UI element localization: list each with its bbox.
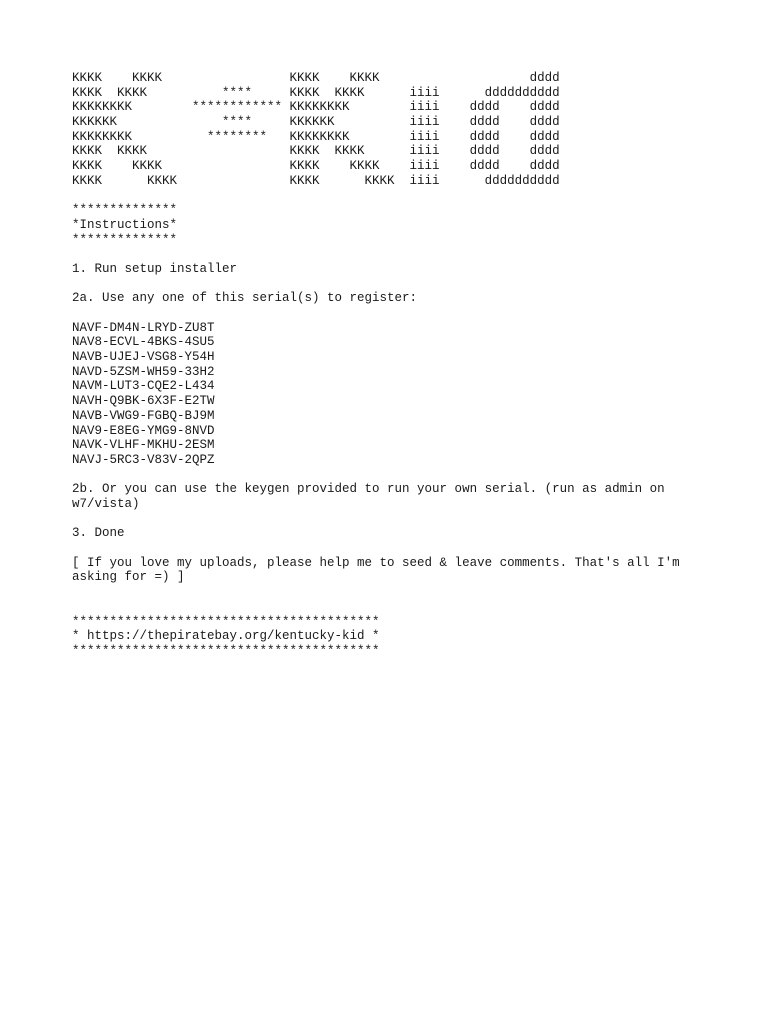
step-2b: 2b. Or you can use the keygen provided to run your own serial. (run as admin on w7/vista) [72,482,673,511]
document-page [72,71,712,659]
instructions-header [72,203,712,247]
banner-line: KKKK KKKK **** KKKK KKKK iiii dddddddddd [72,85,560,100]
uploader-note: [ If you love my uploads, please help me to seed & leave comments. That's all I'm asking for =) ] [72,555,688,585]
serial-item: NAVJ-5RC3-V83V-2QPZ [72,452,215,467]
step-2a: 2a. Use any one of this serial(s) to register: [72,291,418,306]
banner-line: KKKK KKKK KKKK KKKK iiii dddd dddd [72,159,560,174]
instructions-rule-bottom: ************** [72,232,178,247]
instructions-rule-top: ************** [72,203,178,218]
serial-item: NAVB-UJEJ-VSG8-Y54H [72,350,215,365]
footer-rule-top: ***************************************** [72,614,380,629]
serial-item: NAVB-VWG9-FGBQ-BJ9M [72,408,215,423]
instructions-title: *Instructions* [72,217,178,232]
serial-item: NAVH-Q9BK-6X3F-E2TW [72,394,215,409]
serial-list [72,321,712,468]
serial-item: NAV8-ECVL-4BKS-4SU5 [72,335,215,350]
step-3: 3. Done [72,526,125,541]
footer-link: * https://thepiratebay.org/kentucky-kid * [72,629,380,644]
serial-item: NAVM-LUT3-CQE2-L434 [72,379,215,394]
banner-line: KKKKKK **** KKKKKK iiii dddd dddd [72,115,560,130]
banner-line: KKKKKKKK ******** KKKKKKKK iiii dddd dddd [72,129,560,144]
banner-line: KKKK KKKK KKKK KKKK dddd [72,71,560,85]
banner-line: KKKK KKKK KKKK KKKK iiii dddd dddd [72,144,560,159]
footer-box [72,615,712,659]
serial-item: NAVK-VLHF-MKHU-2ESM [72,438,215,453]
banner-line: KKKKKKKK ************ KKKKKKKK iiii dddd dddd [72,100,560,115]
serial-item: NAVF-DM4N-LRYD-ZU8T [72,320,215,335]
serial-item: NAV9-E8EG-YMG9-8NVD [72,423,215,438]
step-1: 1. Run setup installer [72,261,238,276]
serial-item: NAVD-5ZSM-WH59-33H2 [72,364,215,379]
banner-line: KKKK KKKK KKKK KKKK iiii dddddddddd [72,173,560,188]
footer-rule-bottom: ***************************************** [72,643,380,658]
ascii-banner [72,71,712,189]
